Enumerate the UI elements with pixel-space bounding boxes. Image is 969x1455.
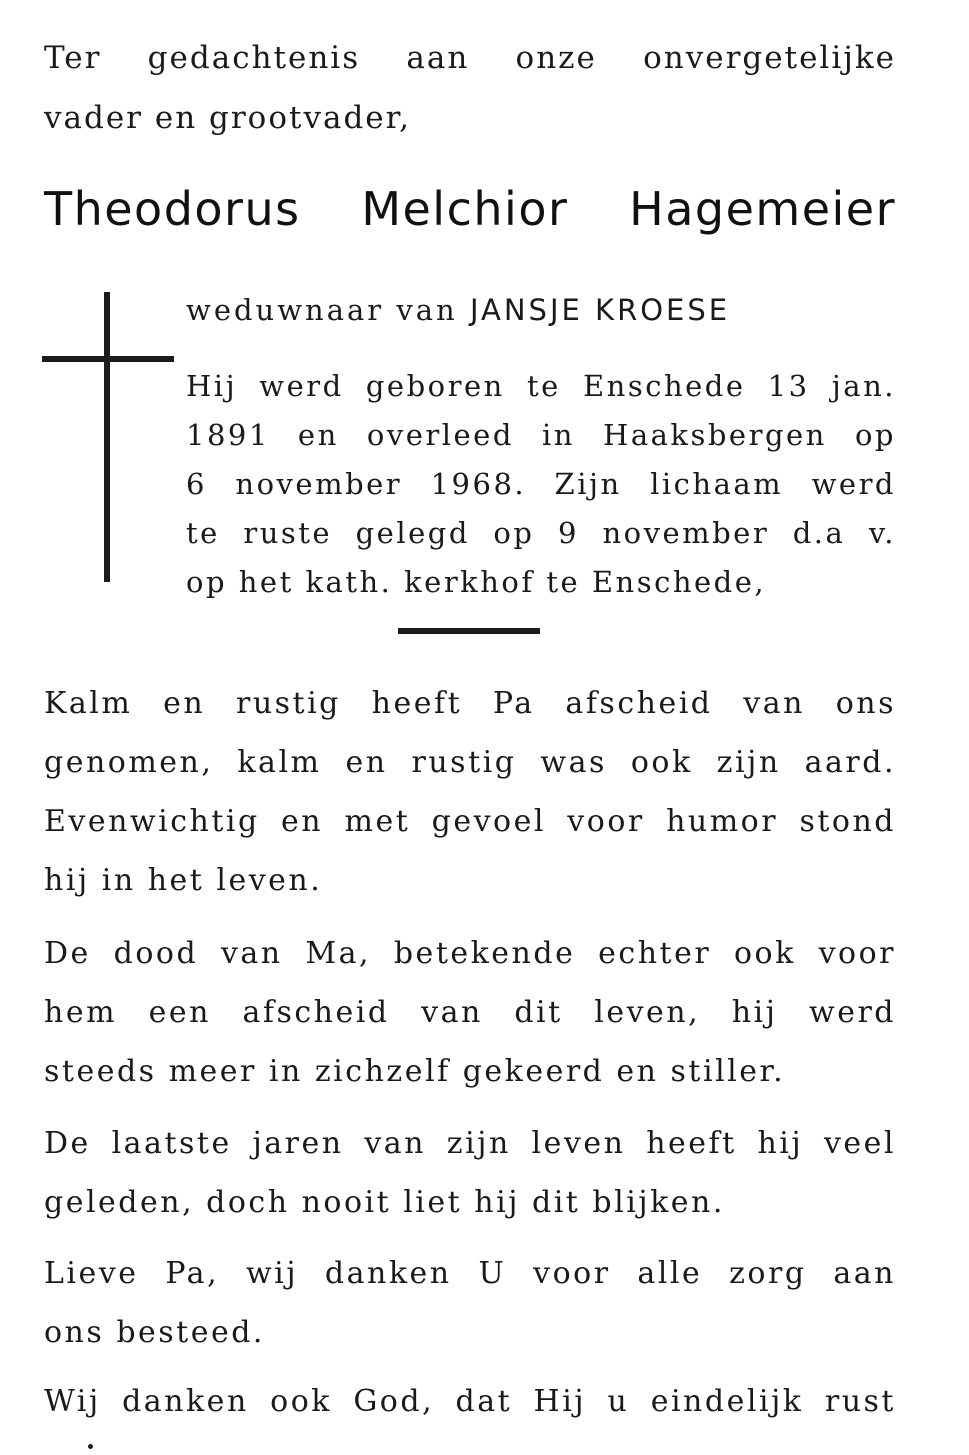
deceased-name: Theodorus Melchior Hagemeier xyxy=(44,182,896,236)
paragraph-line: Wij danken ook God, dat Hij u eindelijk rust xyxy=(44,1384,896,1419)
print-speck xyxy=(88,1444,93,1449)
paragraph-line: De dood van Ma, betekende echter ook voor xyxy=(44,936,896,971)
cross-icon xyxy=(104,292,110,582)
bio-line: 6 november 1968. Zijn lichaam werd xyxy=(186,467,896,501)
paragraph-line: steeds meer in zichzelf gekeerd en stiller. xyxy=(44,1054,786,1089)
paragraph xyxy=(44,1372,896,1431)
bio-line: Hij werd geboren te Enschede 13 jan. xyxy=(186,369,896,403)
paragraph xyxy=(44,1244,896,1362)
spouse-name: JANSJE KROESE xyxy=(469,293,731,327)
cross-icon-bar xyxy=(42,356,174,362)
bio-line: te ruste gelegd op 9 november d.a v. xyxy=(186,516,896,550)
paragraph-line: genomen, kalm en rustig was ook zijn aard. xyxy=(44,745,896,780)
biography xyxy=(186,362,896,607)
paragraph-line: ons besteed. xyxy=(44,1315,265,1350)
paragraph-line: De laatste jaren van zijn leven heeft hij veel xyxy=(44,1126,896,1161)
paragraph-line: hij in het leven. xyxy=(44,863,323,898)
bio-line: op het kath. kerkhof te Enschede, xyxy=(186,565,767,599)
paragraph xyxy=(44,1114,896,1232)
intro-line: vader en grootvader, xyxy=(44,100,411,136)
paragraph-line: geleden, doch nooit liet hij dit blijken. xyxy=(44,1185,725,1220)
paragraph xyxy=(44,674,896,910)
paragraph-line: Kalm en rustig heeft Pa afscheid van ons xyxy=(44,686,896,721)
divider xyxy=(398,628,540,634)
bio-line: 1891 en overleed in Haaksbergen op xyxy=(186,418,896,452)
intro-text xyxy=(44,28,896,148)
intro-line: Ter gedachtenis aan onze onvergetelijke xyxy=(44,40,896,76)
paragraph-line: Evenwichtig en met gevoel voor humor stond xyxy=(44,804,896,839)
widower-prefix: weduwnaar van xyxy=(186,293,470,327)
widower-line xyxy=(186,290,896,330)
paragraph-line: hem een afscheid van dit leven, hij werd xyxy=(44,995,896,1030)
paragraph xyxy=(44,924,896,1101)
paragraph-line: Lieve Pa, wij danken U voor alle zorg aan xyxy=(44,1256,896,1291)
